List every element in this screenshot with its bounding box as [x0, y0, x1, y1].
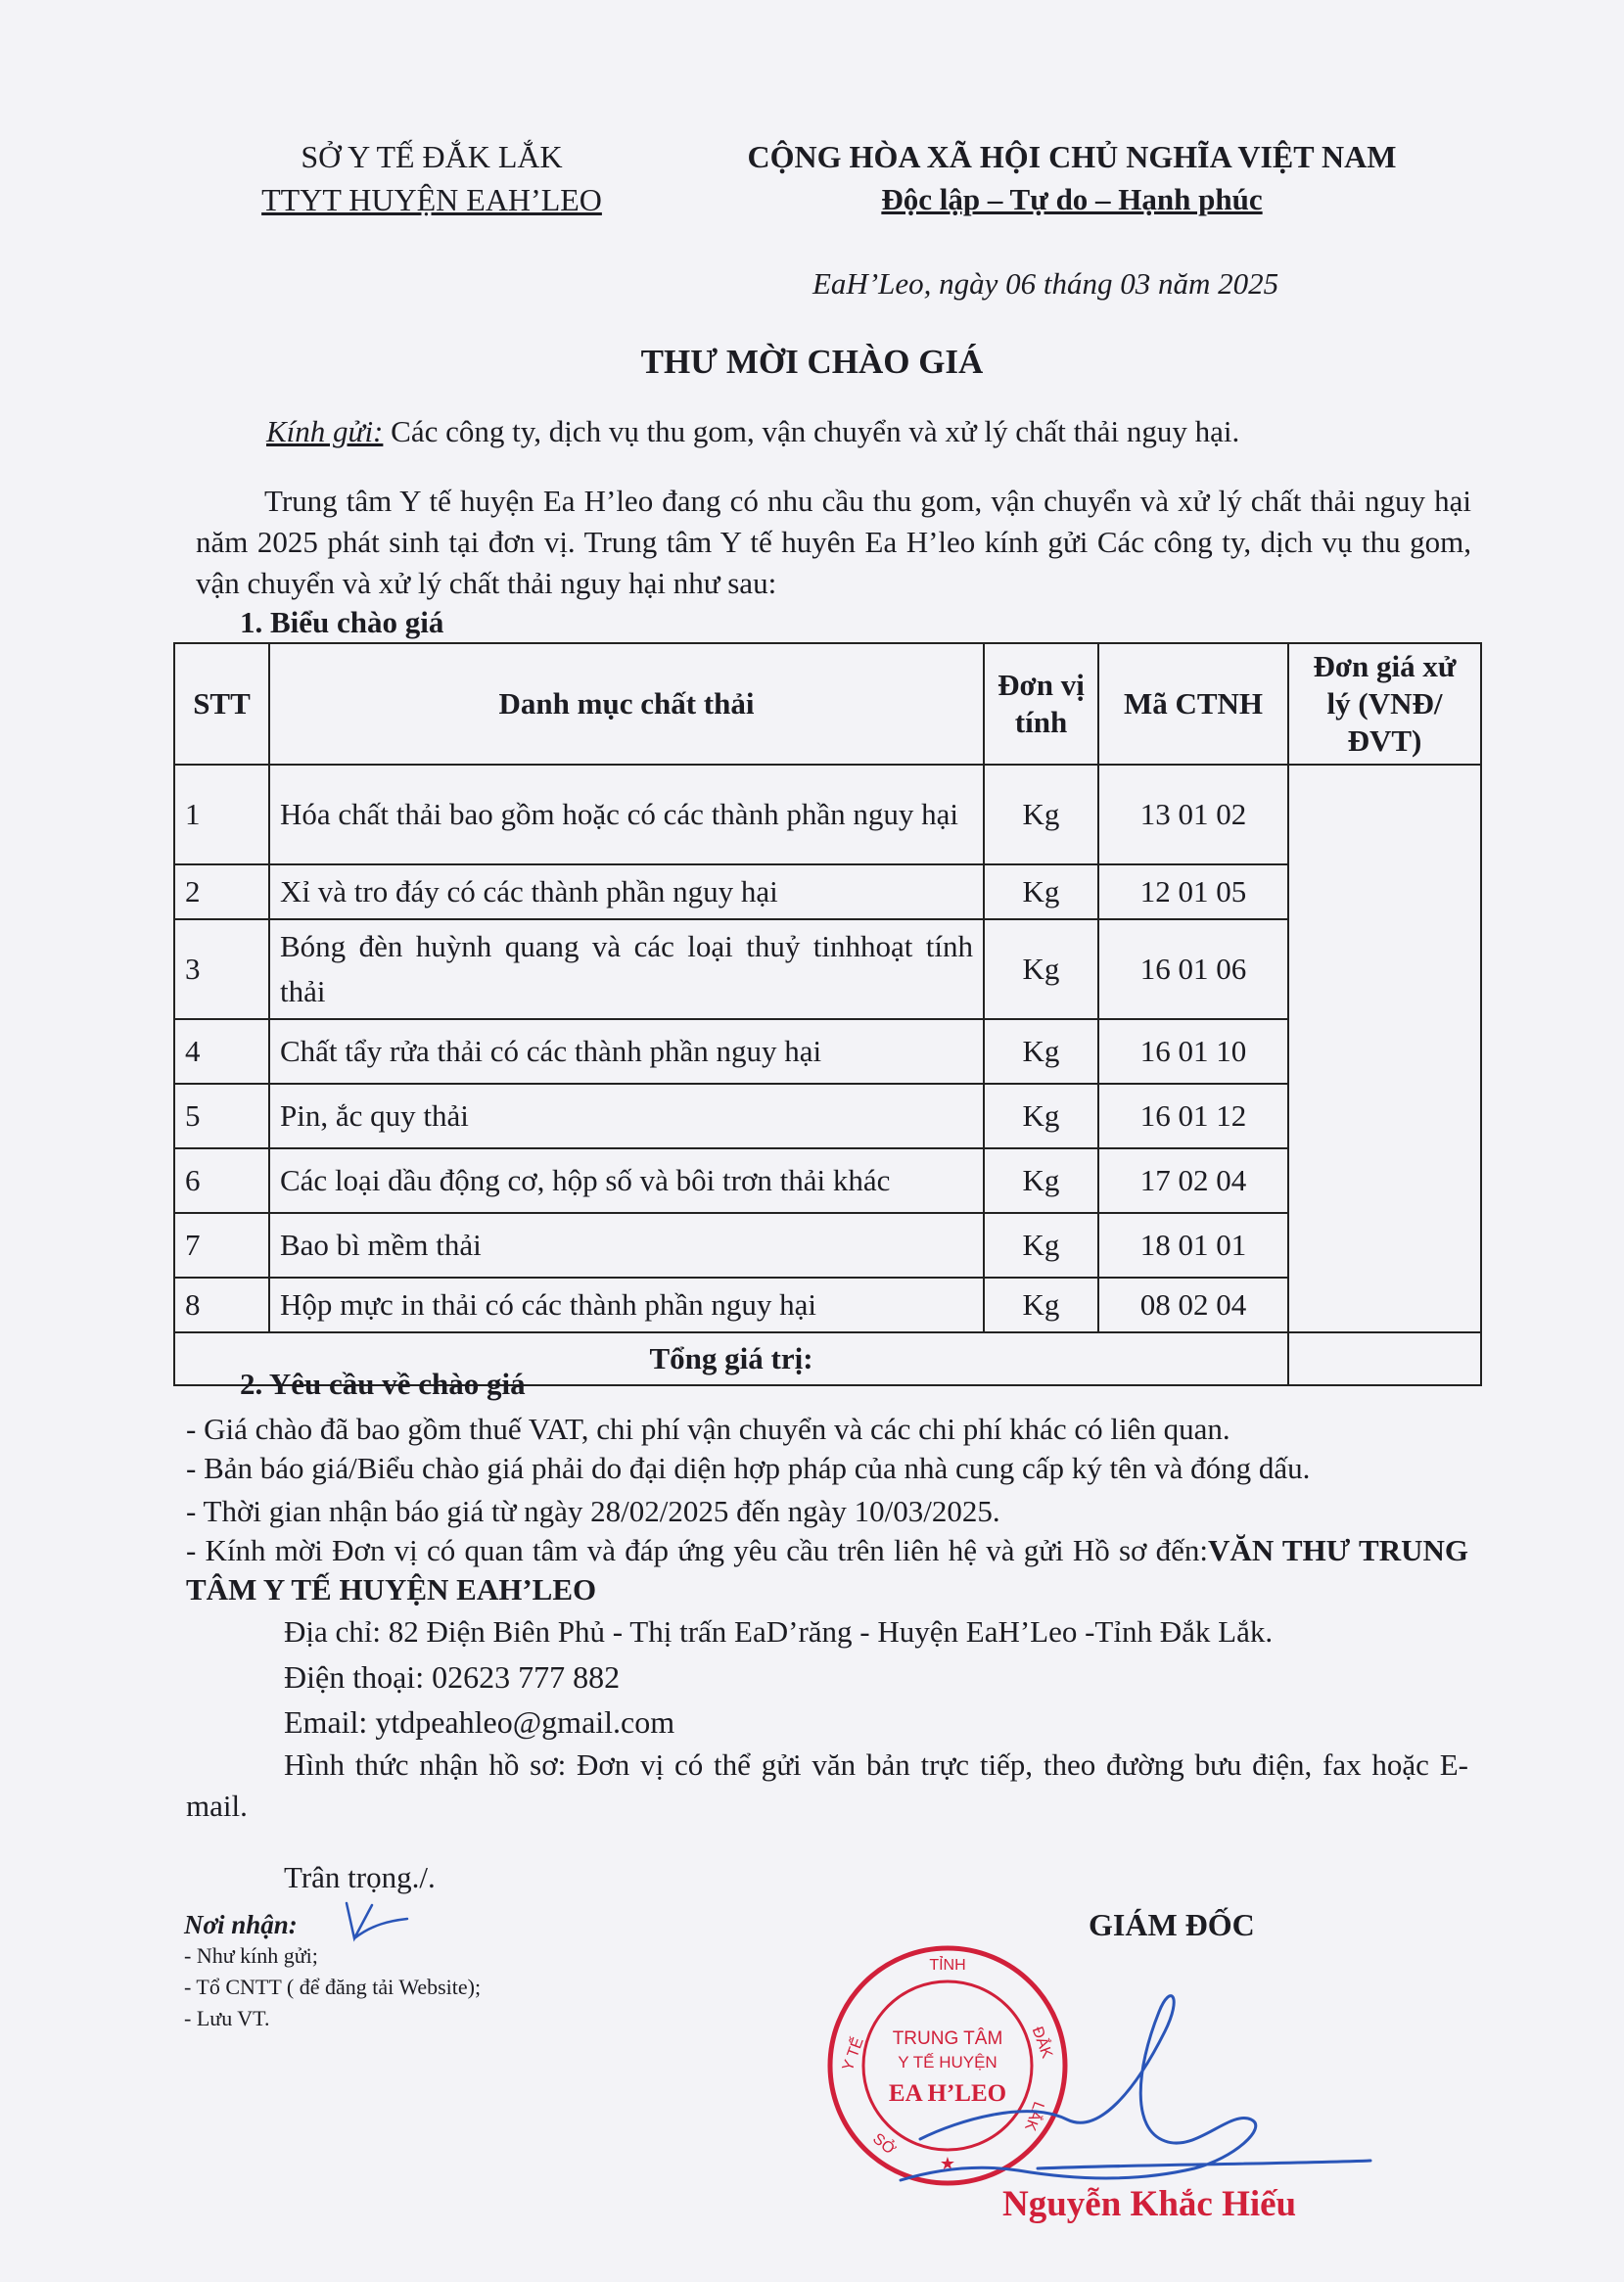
recipient-item: - Lưu VT.	[184, 2006, 270, 2030]
row-code: 13 01 02	[1098, 765, 1288, 864]
contact-address: Địa chỉ: 82 Điện Biên Phủ - Thị trấn EaD’răng - Huyện EaH’Leo -Tỉnh Đắk Lắk.	[284, 1614, 1274, 1649]
row-unit: Kg	[984, 1084, 1098, 1148]
document-title: THƯ MỜI CHÀO GIÁ	[640, 343, 984, 381]
waste-quote-table	[173, 642, 1482, 1386]
requirements-block	[186, 1410, 1468, 1827]
table-row	[174, 765, 1481, 864]
row-stt: 6	[174, 1148, 269, 1213]
table-row	[174, 1148, 1481, 1213]
table-row	[174, 1084, 1481, 1148]
recipients-label: Nơi nhận:	[184, 1910, 298, 1939]
row-unit: Kg	[984, 1213, 1098, 1278]
director-title: GIÁM ĐỐC	[1089, 1907, 1255, 1942]
row-category: Chất tẩy rửa thải có các thành phần nguy hại	[269, 1019, 984, 1084]
row-stt: 7	[174, 1213, 269, 1278]
section-heading-requirements: 2. Yêu cầu về chào giá	[240, 1367, 526, 1401]
nation-motto: Độc lập – Tự do – Hạnh phúc	[881, 182, 1263, 216]
stamp-right-text: ĐẮK	[1028, 2025, 1055, 2061]
header-unit: Đơn vị tính	[984, 643, 1098, 765]
stamp-bottom-text: SỞ	[869, 2130, 899, 2159]
table-row	[174, 864, 1481, 919]
recipient-text: Các công ty, dịch vụ thu gom, vận chuyển và xử lý chất thải nguy hại.	[383, 414, 1240, 448]
table-row	[174, 1278, 1481, 1332]
header-category: Danh mục chất thải	[269, 643, 984, 765]
table-row	[174, 919, 1481, 1019]
contact-text: - Kính mời Đơn vị có quan tâm và đáp ứng yêu cầu trên liên hệ và gửi Hồ sơ đến:	[186, 1533, 1209, 1567]
stamp-line3: EA H’LEO	[888, 2080, 1007, 2107]
row-stt: 1	[174, 765, 269, 864]
row-code: 17 02 04	[1098, 1148, 1288, 1213]
recipients-list	[184, 1909, 481, 2034]
row-stt: 4	[174, 1019, 269, 1084]
row-category: Hộp mực in thải có các thành phần nguy hại	[269, 1278, 984, 1332]
row-code: 08 02 04	[1098, 1278, 1288, 1332]
stamp-line1: TRUNG TÂM	[892, 2028, 1003, 2049]
nation-title: CỘNG HÒA XÃ HỘI CHỦ NGHĨA VIỆT NAM	[747, 139, 1397, 174]
header-code: Mã CTNH	[1098, 643, 1288, 765]
header-price: Đơn giá xử lý (VNĐ/ĐVT)	[1288, 643, 1481, 765]
header-stt: STT	[174, 643, 269, 765]
row-unit: Kg	[984, 864, 1098, 919]
intro-paragraph: Trung tâm Y tế huyện Ea H’leo đang có nhu cầu thu gom, vận chuyển và xử lý chất thải nguy hại năm 2025 phát sinh tại đơn vị. Trung tâm Y tế huyên Ea H’leo kính gửi Các công ty, dịch vụ thu gom, vận chuyển và xử lý chất thải nguy hại như sau:	[196, 484, 1471, 600]
price-cell[interactable]	[1288, 765, 1481, 1332]
table-row	[174, 1019, 1481, 1084]
total-value-cell[interactable]	[1288, 1332, 1481, 1385]
closing-line: Trân trọng./.	[284, 1860, 436, 1894]
submission-method: Hình thức nhận hồ sơ: Đơn vị có thể gửi văn bản trực tiếp, theo đường bưu điện, fax hoặc E-mail.	[186, 1747, 1468, 1823]
contact-office: VĂN THƯ TRUNG TÂM Y TẾ HUYỆN EAH’LEO	[186, 1533, 1468, 1607]
row-code: 16 01 10	[1098, 1019, 1288, 1084]
row-stt: 3	[174, 919, 269, 1019]
contact-phone: Điện thoại: 02623 777 882	[284, 1659, 621, 1695]
row-category: Bao bì mềm thải	[269, 1213, 984, 1278]
issuer-department: SỞ Y TẾ ĐẮK LẮK	[301, 139, 563, 174]
row-code: 16 01 06	[1098, 919, 1288, 1019]
row-code: 16 01 12	[1098, 1084, 1288, 1148]
table-header-row	[174, 643, 1481, 765]
row-unit: Kg	[984, 1019, 1098, 1084]
signature-icon	[842, 1973, 1390, 2198]
recipient-item: - Như kính gửi;	[184, 1943, 318, 1968]
row-unit: Kg	[984, 1148, 1098, 1213]
row-code: 12 01 05	[1098, 864, 1288, 919]
stamp-right2-text: LẮK	[1021, 2099, 1047, 2133]
issuer-organization: TTYT HUYỆN EAH’LEO	[261, 182, 602, 217]
recipient-label: Kính gửi:	[266, 414, 384, 448]
row-code: 18 01 01	[1098, 1213, 1288, 1278]
row-stt: 2	[174, 864, 269, 919]
row-category: Bóng đèn huỳnh quang và các loại thuỷ tinhhoạt tính thải	[269, 919, 984, 1019]
national-header	[719, 135, 1424, 221]
row-category: Pin, ắc quy thải	[269, 1084, 984, 1148]
svg-text:★: ★	[939, 2154, 956, 2174]
stamp-line2: Y TẾ HUYỆN	[898, 2053, 998, 2072]
section-heading-quote-table: 1. Biểu chào giá	[240, 605, 444, 639]
row-category: Xỉ và tro đáy có các thành phần nguy hại	[269, 864, 984, 919]
total-label: Tổng giá trị:	[174, 1332, 1288, 1385]
row-stt: 5	[174, 1084, 269, 1148]
signer-name: Nguyễn Khắc Hiếu	[1002, 2184, 1297, 2224]
row-unit: Kg	[984, 1278, 1098, 1332]
row-unit: Kg	[984, 765, 1098, 864]
recipient-item: - Tổ CNTT ( để đăng tải Website);	[184, 1975, 482, 1999]
stamp-left-text: Y TẾ	[839, 2035, 867, 2073]
row-category: Hóa chất thải bao gồm hoặc có các thành phần nguy hại	[269, 765, 984, 864]
requirement-contact	[186, 1531, 1468, 1609]
row-stt: 8	[174, 1278, 269, 1332]
row-category: Các loại dầu động cơ, hộp số và bôi trơn thải khác	[269, 1148, 984, 1213]
requirement-vat: - Giá chào đã bao gồm thuế VAT, chi phí vận chuyển và các chi phí khác có liên quan.	[186, 1412, 1230, 1446]
recipient-line	[266, 414, 1239, 449]
issuer-block	[241, 135, 623, 221]
requirement-signature: - Bản báo giá/Biểu chào giá phải do đại diện hợp pháp của nhà cung cấp ký tên và đóng dấu.	[186, 1451, 1311, 1485]
row-unit: Kg	[984, 919, 1098, 1019]
contact-email: Email: ytdpeahleo@gmail.com	[284, 1704, 675, 1740]
stamp-top-text: TỈNH	[929, 1957, 966, 1974]
document-date: EaH’Leo, ngày 06 tháng 03 năm 2025	[812, 266, 1279, 301]
table-row	[174, 1213, 1481, 1278]
requirement-deadline: - Thời gian nhận báo giá từ ngày 28/02/2025 đến ngày 10/03/2025.	[186, 1494, 1000, 1528]
